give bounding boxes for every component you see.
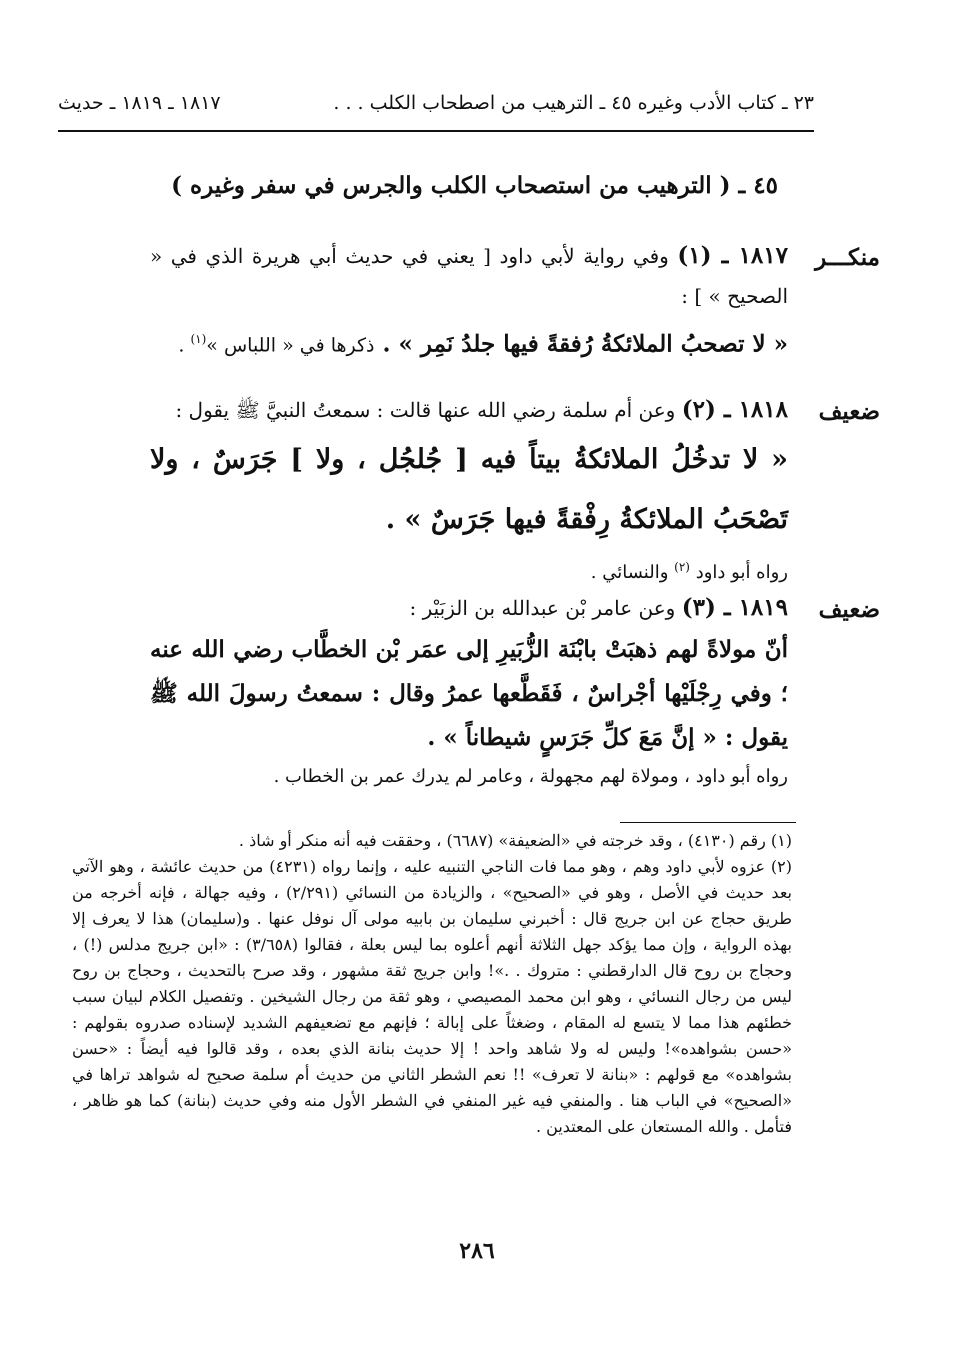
hadith-grade: ضعيف <box>818 398 880 425</box>
footnote-divider <box>620 822 796 823</box>
hadith-intro: وفي رواية لأبي داود [ يعني في حديث أبي هريرة الذي في « الصحيح » ] : <box>150 244 788 308</box>
hadith-matn: أنّ مولاةً لهم ذهبَتْ بابْنَة الزُّبَيرِ إلى عمَر بْن الخطَّاب رضي الله عنه ؛ وفي رِجْلَيْها أجْراسٌ ، فَقَطَّعها عمرُ وقال : سمعتُ رسولَ الله ﷺ يقول : « إنَّ مَعَ كلِّ جَرَسٍ شيطاناً » . <box>150 636 788 751</box>
running-head <box>58 86 814 120</box>
hadith-matn: « لا تدخُلُ الملائكةُ بيتاً فيه [ جُلجُل ، ولا ] جَرَسٌ ، ولا تَصْحَبُ الملائكةُ رِفْقةً فيها جَرَسٌ » . <box>150 444 788 535</box>
hadith-1819 <box>150 588 788 794</box>
chapter-title: ٤٥ ـ ( الترهيب من استصحاب الكلب والجرس في سفر وغيره ) <box>171 172 778 199</box>
header-divider <box>58 130 814 132</box>
running-head-chapter: ٢٣ ـ كتاب الأدب وغيره ٤٥ ـ الترهيب من اصطحاب الكلب . . . <box>333 92 814 114</box>
hadith-grade: ضعيف <box>818 596 880 623</box>
footnote-ref: (٢) <box>674 560 690 574</box>
hadith-source: رواه أبو داود ، ومولاة لهم مجهولة ، وعامر لم يدرك عمر بن الخطاب . <box>273 766 788 787</box>
running-head-hadith-range: ١٨١٧ ـ ١٨١٩ ـ حديث <box>58 92 221 114</box>
hadith-intro: وعن أم سلمة رضي الله عنها قالت : سمعتُ النبيَّ ﷺ يقول : <box>175 398 676 422</box>
footnote-1: (١) رقم (٤١٣٠) ، وقد خرجته في «الضعيفة» (٦٦٨٧) ، وحققت فيه أنه منكر أو شاذ . <box>238 831 792 850</box>
hadith-1817 <box>150 236 788 369</box>
hadith-tail-end: . <box>178 334 191 357</box>
hadith-number: ١٨١٩ ـ (٣) <box>681 594 788 621</box>
hadith-source-end: والنسائي . <box>590 562 675 583</box>
footnotes <box>72 828 792 1140</box>
footnote-ref: (١) <box>190 332 207 346</box>
hadith-matn: « لا تصحبُ الملائكةُ رُفقةً فيها جلدُ نَمِر » . <box>382 330 788 358</box>
hadith-1818 <box>150 390 788 590</box>
page-number: ٢٨٦ <box>459 1238 495 1264</box>
hadith-number: ١٨١٧ ـ (١) <box>677 242 788 269</box>
hadith-tail: ذكرها في « اللباس » <box>206 334 375 357</box>
footnote-2: (٢) عزوه لأبي داود وهم ، وهو مما فات الناجي التنبيه عليه ، وإنما رواه (٤٢٣١) من حديث عائشة ، وهو الآتي بعد حديث في الأصل ، وهو في «الصحيح» ، والزيادة من النسائي (٢/٢٩١) ، وفيه جهالة ، فإنه أخرجه من طريق حجاج عن ابن جريج قال : أخبرني سليمان بن بابيه مولى آل نوفل عنها . و(سليمان) هذا لا يعرف إلا بهذه الرواية ، وإن مما يؤكد جهل الثلاثة أنهم أعلوه بما ليس بعلة ، فقالوا (٣/٦٥٨) : «ابن جريج مدلس (!) ، وحجاج بن روح قال الدارقطني : متروك . .»! وابن جريج ثقة مشهور ، وقد صرح بالتحديث ، وحجاج بن روح ليس من رجال النسائي ، وهو ابن محمد المصيصي ، وهو ثقة من رجال الشيخين . وتفصيل الكلام لبيان سبب خطئهم هذا مما لا يتسع له المقام ، وضغثاً على إبالة ؛ فإنهم مع تضعيفهم الشديد لإسناده صدروه بقولهم : «حسن بشواهده»! وليس له ولا شاهد واحد ! إلا حديث بنانة الذي بعده ، وقد قالوا فيه أيضاً : «حسن بشواهده» مع قولهم : «بنانة لا تعرف» !! نعم الشطر الثاني من حديث أم سلمة صحيح له شواهد تراها في «الصحيح» في الباب هنا . والمنفي فيه غير المنفي في الشطر الأول منه وفي حديث (بنانة) كما هو ظاهر ، فتأمل . والله المستعان على المعتدين . <box>72 857 793 1136</box>
hadith-grade: منكـــر <box>815 244 880 271</box>
hadith-source: رواه أبو داود <box>695 562 788 583</box>
hadith-intro: وعن عامر بْن عبدالله بن الزبَيْر : <box>409 596 676 620</box>
hadith-number: ١٨١٨ ـ (٢) <box>681 396 788 423</box>
